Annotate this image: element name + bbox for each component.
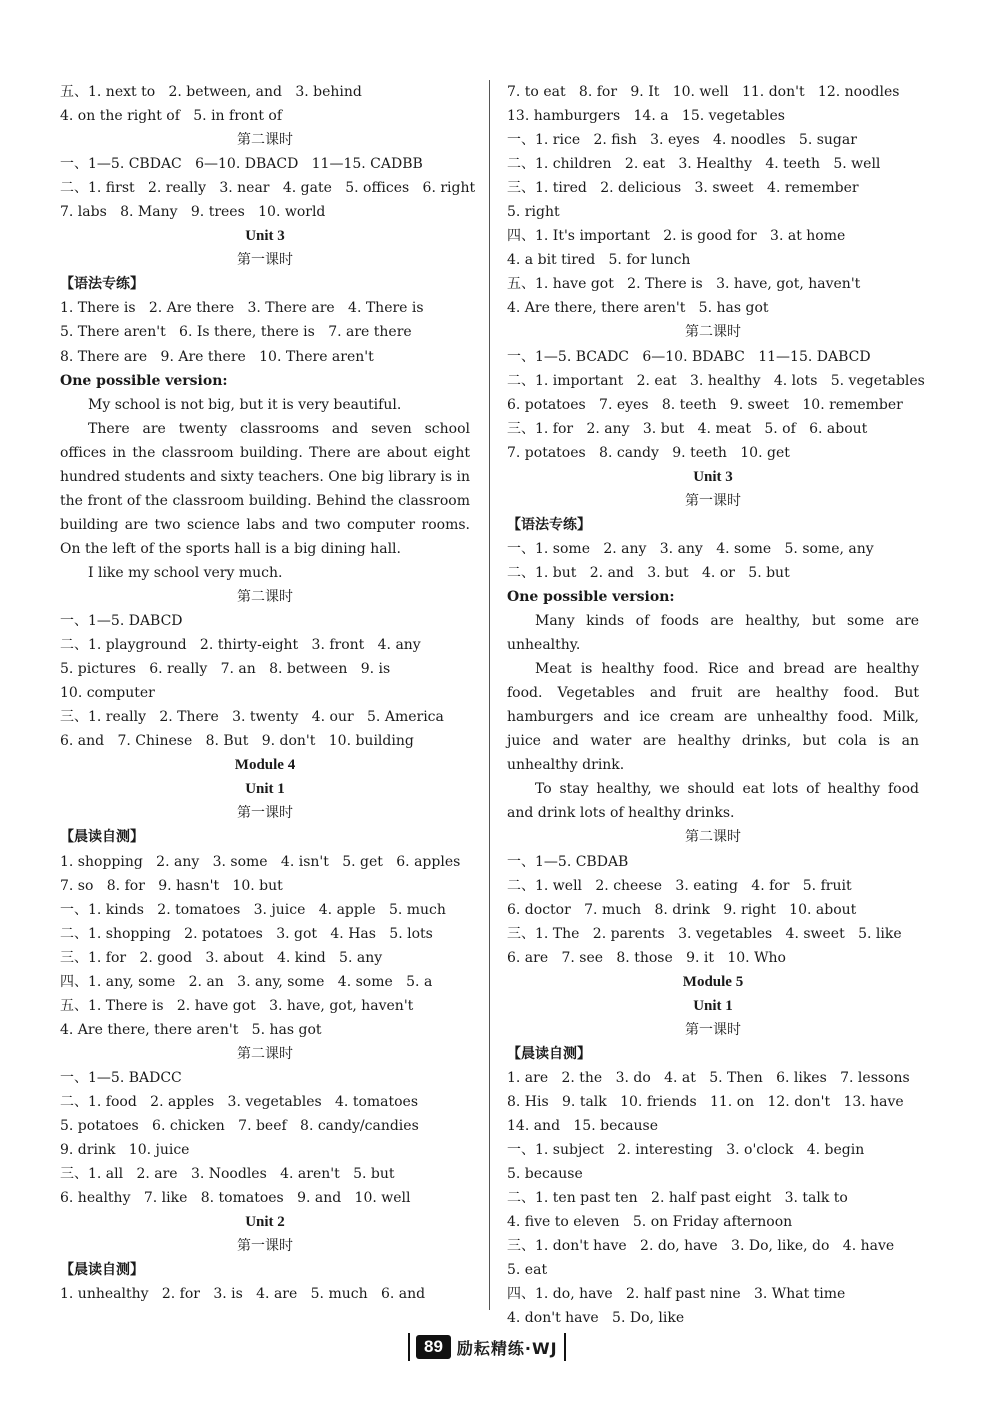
answer-line: 4. a bit tired 5. for lunch: [507, 252, 691, 269]
subsection-heading: One possible version:: [60, 372, 228, 389]
section-heading: 第二课时: [237, 1045, 293, 1062]
answer-line: 4. on the right of 5. in front of: [60, 108, 283, 125]
answer-paragraph: My school is not big, but it is very beautiful.: [88, 396, 402, 413]
answer-line: 二、1. first 2. really 3. near 4. gate 5. offices 6. right: [60, 180, 476, 197]
answer-line: 5. because: [507, 1166, 583, 1183]
answer-paragraph: There are twenty classrooms and seven school offices in the classroom building. There are about eight hundred students and sixty teachers. One big library is in the front of the classroom building. Behind the classroom building are two science labs and two computer rooms. On the left of the sports hall is a big dining hall.: [60, 420, 470, 557]
section-heading: 第一课时: [237, 1238, 293, 1255]
left-column: [60, 80, 476, 1306]
answer-line: 5. pictures 6. really 7. an 8. between 9. is: [60, 661, 391, 678]
section-heading: 第一课时: [685, 492, 741, 509]
answer-line: 7. to eat 8. for 9. It 10. well 11. don't 12. noodles: [507, 84, 900, 100]
answer-line: 二、1. important 2. eat 3. healthy 4. lots 5. vegetables: [507, 372, 925, 389]
answer-line: 五、1. have got 2. There is 3. have, got, haven't: [507, 276, 861, 293]
section-heading: 第一课时: [237, 252, 293, 269]
footer-bar-right: [564, 1333, 566, 1361]
answer-line: 1. shopping 2. any 3. some 4. isn't 5. get 6. apples: [60, 853, 461, 870]
answer-line: 4. five to eleven 5. on Friday afternoon: [507, 1214, 793, 1231]
answer-line: 4. Are there, there aren't 5. has got: [60, 1021, 322, 1038]
answer-line: 5. potatoes 6. chicken 7. beef 8. candy/candies: [60, 1118, 419, 1135]
answer-line: 14. and 15. because: [507, 1118, 659, 1135]
book-brand: 励耘精练·WJ: [456, 1338, 558, 1358]
answer-line: 四、1. any, some 2. an 3. any, some 4. some 5. a: [60, 973, 433, 990]
answer-line: 二、1. well 2. cheese 3. eating 4. for 5. fruit: [507, 877, 852, 894]
answer-line: 5. There aren't 6. Is there, there is 7. are there: [60, 324, 412, 341]
unit-heading: Unit 3: [245, 228, 285, 245]
answer-line: 四、1. It's important 2. is good for 3. at home: [507, 228, 846, 245]
answer-line: 二、1. but 2. and 3. but 4. or 5. but: [507, 564, 790, 581]
subsection-heading: 【晨读自测】: [60, 1262, 144, 1279]
answer-line: 四、1. do, have 2. half past nine 3. What time: [507, 1286, 846, 1303]
subsection-heading: 【晨读自测】: [507, 1045, 591, 1062]
answer-line: 一、1. subject 2. interesting 3. o'clock 4. begin: [507, 1142, 865, 1159]
answer-line: 二、1. food 2. apples 3. vegetables 4. tomatoes: [60, 1093, 419, 1110]
answer-line: 三、1. for 2. good 3. about 4. kind 5. any: [60, 949, 383, 966]
answer-line: 三、1. really 2. There 3. twenty 4. our 5. America: [60, 709, 444, 726]
answer-line: 8. His 9. talk 10. friends 11. on 12. don't 13. have: [507, 1093, 904, 1110]
answer-paragraph: Meat is healthy food. Rice and bread are healthy food. Vegetables and fruit are healthy food. But hamburgers and ice cream are unhealthy food. Milk, juice and water are healthy drinks, but cola is an unhealthy drink.: [507, 661, 919, 774]
answer-line: 一、1. kinds 2. tomatoes 3. juice 4. apple 5. much: [60, 901, 446, 918]
answer-paragraph: Many kinds of foods are healthy, but some are unhealthy.: [507, 613, 919, 654]
subsection-heading: 【语法专练】: [60, 276, 144, 293]
answer-line: 6. are 7. see 8. those 9. it 10. Who: [507, 949, 786, 966]
answer-line: 一、1—5. DABCD: [60, 613, 183, 630]
answer-line: 一、1—5. BADCC: [60, 1069, 182, 1086]
answer-line: 10. computer: [60, 685, 155, 702]
answer-line: 7. potatoes 8. candy 9. teeth 10. get: [507, 444, 790, 461]
unit-heading: Module 5: [682, 973, 744, 990]
answer-line: 二、1. children 2. eat 3. Healthy 4. teeth 5. well: [507, 156, 881, 173]
answer-line: 二、1. ten past ten 2. half past eight 3. talk to: [507, 1190, 848, 1207]
unit-heading: Unit 1: [693, 997, 733, 1014]
section-heading: 第一课时: [685, 1021, 741, 1038]
page-footer: [408, 1330, 566, 1364]
answer-line: 二、1. playground 2. thirty-eight 3. front 4. any: [60, 637, 421, 654]
section-heading: 第二课时: [237, 132, 293, 149]
page-number: 89: [416, 1335, 451, 1359]
answer-line: 三、1. all 2. are 3. Noodles 4. aren't 5. but: [60, 1166, 395, 1183]
section-heading: 第二课时: [685, 829, 741, 846]
answer-line: 1. There is 2. Are there 3. There are 4. There is: [60, 300, 424, 317]
answer-line: 一、1—5. CBDAC 6—10. DBACD 11—15. CADBB: [60, 156, 423, 173]
answer-line: 三、1. don't have 2. do, have 3. Do, like, do 4. have: [507, 1238, 895, 1255]
answer-line: 7. so 8. for 9. hasn't 10. but: [60, 877, 283, 894]
answer-paragraph: To stay healthy, we should eat lots of healthy food and drink lots of healthy drinks.: [507, 781, 919, 822]
answer-line: 五、1. next to 2. between, and 3. behind: [60, 84, 362, 100]
answer-line: 三、1. for 2. any 3. but 4. meat 5. of 6. about: [507, 420, 868, 437]
answer-line: 6. doctor 7. much 8. drink 9. right 10. about: [507, 901, 857, 918]
subsection-heading: 【晨读自测】: [60, 829, 144, 846]
answer-line: 一、1—5. BCADC 6—10. BDABC 11—15. DABCD: [507, 348, 871, 365]
answer-line: 8. There are 9. Are there 10. There aren't: [60, 348, 374, 365]
answer-paragraph: I like my school very much.: [88, 564, 283, 581]
answer-line: 5. right: [507, 204, 560, 221]
answer-line: 4. Are there, there aren't 5. has got: [507, 300, 769, 317]
answer-line: 二、1. shopping 2. potatoes 3. got 4. Has 5. lots: [60, 925, 433, 942]
section-heading: 第一课时: [237, 805, 293, 822]
answer-line: 4. don't have 5. Do, like: [507, 1310, 685, 1327]
answer-line: 9. drink 10. juice: [60, 1142, 190, 1159]
answer-line: 一、1—5. CBDAB: [507, 853, 629, 870]
answer-line: 5. eat: [507, 1262, 548, 1279]
section-heading: 第二课时: [237, 588, 293, 605]
answer-line: 6. healthy 7. like 8. tomatoes 9. and 10. well: [60, 1190, 411, 1207]
answer-line: 13. hamburgers 14. a 15. vegetables: [507, 108, 785, 125]
answer-line: 三、1. The 2. parents 3. vegetables 4. sweet 5. like: [507, 925, 902, 942]
answer-line: 7. labs 8. Many 9. trees 10. world: [60, 204, 326, 221]
right-column: [507, 80, 925, 1330]
column-divider: [489, 80, 490, 1310]
answer-line: 1. unhealthy 2. for 3. is 4. are 5. much 6. and: [60, 1286, 426, 1303]
footer-bar-left: [408, 1333, 410, 1361]
answer-line: 1. are 2. the 3. do 4. at 5. Then 6. likes 7. lessons: [507, 1069, 910, 1086]
subsection-heading: 【语法专练】: [507, 516, 591, 533]
unit-heading: Unit 2: [245, 1214, 285, 1231]
answer-line: 三、1. tired 2. delicious 3. sweet 4. remember: [507, 180, 859, 197]
section-heading: 第二课时: [685, 324, 741, 341]
answer-line: 一、1. some 2. any 3. any 4. some 5. some, any: [507, 540, 874, 557]
unit-heading: Unit 1: [245, 781, 285, 798]
answer-line: 6. potatoes 7. eyes 8. teeth 9. sweet 10. remember: [507, 396, 903, 413]
answer-line: 五、1. There is 2. have got 3. have, got, haven't: [60, 997, 414, 1014]
subsection-heading: One possible version:: [507, 588, 675, 605]
answer-line: 6. and 7. Chinese 8. But 9. don't 10. building: [60, 733, 414, 750]
unit-heading: Module 4: [234, 757, 296, 774]
answer-line: 一、1. rice 2. fish 3. eyes 4. noodles 5. sugar: [507, 132, 857, 149]
unit-heading: Unit 3: [693, 468, 733, 485]
